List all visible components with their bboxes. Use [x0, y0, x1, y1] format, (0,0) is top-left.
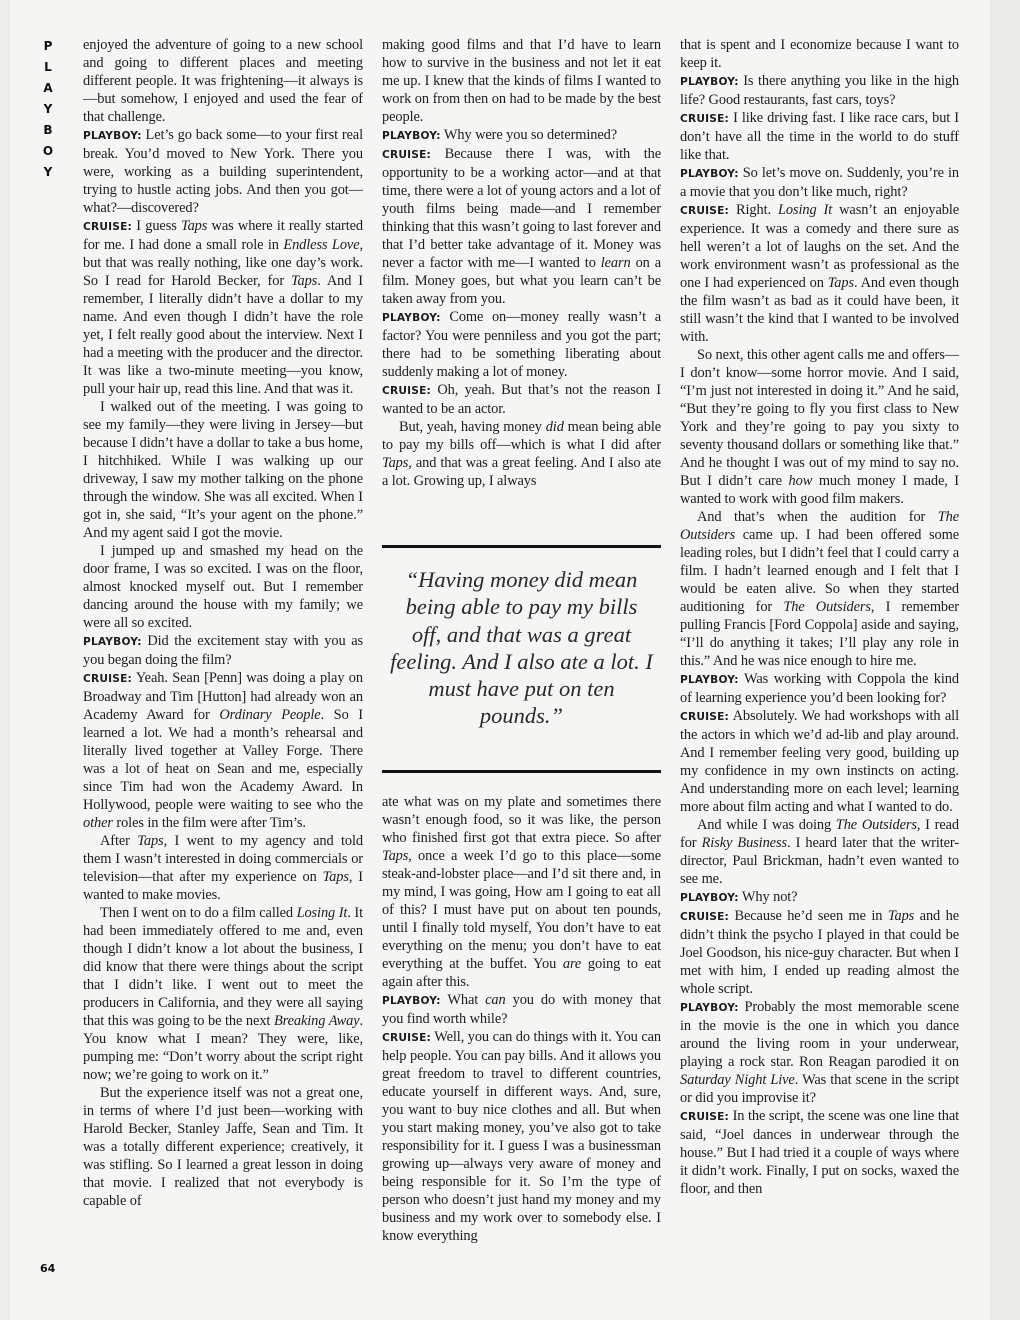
speaker-label: PLAYBOY: — [382, 312, 441, 324]
running-head-letter: Y — [43, 165, 53, 179]
italic-title: learn — [600, 255, 631, 271]
italic-title: Taps — [827, 275, 854, 291]
paragraph — [382, 991, 661, 1028]
italic-title: The Outsiders — [835, 817, 917, 833]
paragraph — [680, 707, 959, 816]
text-run: came up. I had been offered some leading roles, but I didn’t feel that I could carry a film. I hadn’t learned enough and I felt that I would be eaten alive. So when they started auditioning for — [680, 527, 959, 615]
pull-quote-text: “Having money did mean being able to pay my bills off, and that was a great feeling. And I also ate a lot. I must have put on ten pounds.” — [390, 567, 653, 729]
paragraph — [382, 126, 661, 145]
text-run: Well, you can do things with it. You can help people. You can pay bills. And it allows you great freedom to travel to different countries, educate yourself in different ways. And, sure, you want to buy nice clothes and all. But when you start making money, you’ve also got to take responsibility for it. I guess I was a businessman growing up—always very aware of money and being responsible for it. So I’m the type of person who doesn’t just hand my money and my business and my work over to somebody else. I know everything — [382, 1029, 661, 1244]
speaker-label: PLAYBOY: — [382, 995, 441, 1007]
italic-title: how — [788, 473, 813, 489]
page-number: 64 — [40, 1262, 56, 1275]
running-head-letter: O — [42, 144, 54, 158]
text-run: Because there I was, with the opportunity to be a working actor—and at that time, there were a lot of young actors and a lot of youth films being made—and I remember thinking that this wasn’t going to last forever and that I’d better take advantage of it. Money was never a factor with me—I wanted to — [382, 146, 661, 271]
text-run: In the script, the scene was one line that said, “Joel dances in underwear through the house.” But I had tried it a couple of ways where it didn’t work. Finally, I put on socks, waxed the floor, and then — [680, 1108, 959, 1197]
text-run: . Was that scene in the script or did you improvise it? — [680, 1072, 959, 1106]
text-run: , I read for — [680, 817, 959, 851]
page-edge-left — [0, 0, 10, 1320]
italic-title: Endless Love — [283, 237, 360, 253]
text-column-middle-bottom — [382, 793, 661, 1276]
running-head-letter: Y — [43, 102, 53, 116]
italic-title: Saturday Night Live — [680, 1072, 795, 1088]
paragraph — [382, 418, 661, 490]
text-run: enjoyed the adventure of going to a new school and going to different places and meeting different people. It was frightening—it always is—but somehow, I enjoyed and used the fear of that challenge. — [83, 37, 363, 125]
paragraph — [382, 381, 661, 418]
italic-title: Taps — [382, 455, 409, 471]
text-run: I like driving fast. I like race cars, but I don’t have all the time in the world to do stuff like that. — [680, 110, 959, 163]
running-head-letter: A — [43, 81, 53, 95]
italic-title: Taps — [181, 218, 208, 234]
running-head-letter: B — [43, 123, 53, 137]
text-run: So next, this other agent calls me and offers—I don’t know—some horror movie. And I said, “I’m just not interested in doing it.” And he said, “But they’re going to fly you first class to New York and they’re going to pay you sixty to seventy thousand dollars or something like that.” And he thought I was out of my mind to say no. But I didn’t care — [680, 347, 959, 489]
paragraph — [680, 201, 959, 346]
text-run: Did the excitement stay with you as you began doing the film? — [83, 633, 363, 668]
paragraph — [83, 126, 363, 217]
text-run: Let’s go back some—to your first real break. You’d moved to New York. There you were, working as a building superintendent, trying to hustle acting jobs. And then you got—what?—discovered? — [83, 127, 363, 216]
paragraph — [83, 217, 363, 398]
text-run: making good films and that I’d have to learn how to survive in the business and not let it eat me up. I knew that the kinds of films I wanted to work on from then on had to be made by the best people. — [382, 37, 661, 125]
italic-title: Taps — [322, 869, 349, 885]
text-run: What — [447, 992, 486, 1008]
text-run: was where it really started for me. I had done a small role in — [83, 218, 363, 253]
text-run: So let’s move on. Suddenly, you’re in a movie that you don’t like much, right? — [680, 165, 959, 200]
italic-title: Taps — [137, 833, 164, 849]
speaker-label: PLAYBOY: — [83, 130, 142, 142]
paragraph — [382, 145, 661, 308]
text-run: Because he’d seen me in — [734, 908, 888, 924]
italic-title: Losing It — [777, 202, 833, 218]
speaker-label: CRUISE: — [83, 221, 132, 233]
text-run: I jumped up and smashed my head on the door frame, I was so excited. I was on the floor, almost knocked myself out. But I remember dancing around the house with my family; we were all so excited. — [83, 543, 363, 631]
text-run: and he didn’t think the psycho I played in that could be Joel Goodson, his nice-guy character. But when I met with him, I ended up reading almost the whole script. — [680, 908, 959, 997]
text-run: Then I went on to do a film called — [100, 905, 297, 921]
speaker-label: PLAYBOY: — [680, 1002, 739, 1014]
text-run: Absolutely. We had workshops with all the actors in which we’d ad-lib and play around. And I remember feeling very good, building up my confidence in my own instincts on acting. And understanding more on each level; learning more about film acting and what I wanted to do. — [680, 708, 959, 815]
speaker-label: CRUISE: — [382, 149, 431, 161]
text-run: that is spent and I economize because I want to keep it. — [680, 37, 959, 71]
text-run: , I went to my agency and told them I wasn’t interested in doing commercials or television—that after my experience on — [83, 833, 363, 885]
paragraph — [680, 816, 959, 888]
text-run: on a film. Money goes, but what you learn can’t be taken away from you. — [382, 255, 661, 307]
text-run: much money I made, I wanted to work with good film makers. — [680, 473, 959, 507]
speaker-label: PLAYBOY: — [680, 892, 739, 904]
italic-title: Taps — [887, 908, 915, 924]
paragraph — [83, 832, 363, 904]
text-run: Right. — [735, 202, 778, 218]
text-run: , but that was really nothing, like one day’s work. So I read for Harold Becker, for — [83, 237, 363, 289]
paragraph — [83, 1084, 363, 1210]
italic-title: are — [562, 956, 582, 972]
speaker-label: PLAYBOY: — [83, 636, 142, 648]
paragraph — [680, 907, 959, 998]
page-edge-right — [990, 0, 1020, 1320]
text-run: mean being able to pay my bills off—which is what I did after — [382, 419, 661, 453]
text-run: . It had been immediately offered to me and, even though I didn’t know a lot about the business, I did know that there were things about the script that I didn’t like. I went out to meet the producers in California, and they were all saying that this was going to be the next — [83, 905, 363, 1029]
italic-title: Losing It — [296, 905, 348, 921]
speaker-label: CRUISE: — [680, 205, 729, 217]
paragraph — [680, 998, 959, 1107]
text-run: I guess — [136, 218, 181, 234]
italic-title: Taps — [382, 848, 409, 864]
paragraph — [382, 793, 661, 991]
italic-title: The Outsiders — [783, 599, 871, 615]
text-run: , once a week I’d go to this place—some steak-and-lobster place—and I’d sit there and, in my mind, I was going, How am I going to eat all of this? I must have put on about ten pounds, until I finally told myself, You don’t have to eat everything on the menu; you don’t have to eat everything at the buffet. You — [382, 848, 661, 972]
text-column-right — [680, 36, 959, 1276]
speaker-label: PLAYBOY: — [680, 76, 739, 88]
text-run: Come on—money really wasn’t a factor? You were penniless and you got the part; there had to be something liberating about suddenly making a lot of money. — [382, 309, 661, 380]
speaker-label: PLAYBOY: — [680, 168, 739, 180]
speaker-label: CRUISE: — [680, 1111, 729, 1123]
paragraph — [83, 36, 363, 126]
italic-title: did — [545, 419, 564, 435]
text-run: , I remember pulling Francis [Ford Coppola] aside and saying, “I’ll do anything it takes; I’ll play any role in this.” And he was nice enough to hire me. — [680, 599, 959, 669]
paragraph — [83, 669, 363, 832]
speaker-label: CRUISE: — [680, 113, 729, 125]
pull-quote — [382, 545, 661, 773]
text-run: Is there anything you like in the high life? Good restaurants, fast cars, toys? — [680, 73, 959, 108]
paragraph — [382, 308, 661, 381]
paragraph — [83, 398, 363, 542]
text-run: going to eat again after this. — [382, 956, 661, 990]
speaker-label: CRUISE: — [382, 385, 431, 397]
paragraph — [680, 1107, 959, 1198]
text-run: Probably the most memorable scene in the movie is the one in which you dance around the living room in your underwear, playing a rock star. Ron Reagan parodied it on — [680, 999, 959, 1070]
italic-title: Breaking Away — [273, 1013, 360, 1029]
speaker-label: PLAYBOY: — [680, 674, 739, 686]
text-run: Was working with Coppola the kind of learning experience you’d been looking for? — [680, 671, 959, 706]
text-run: I walked out of the meeting. I was going to see my family—they were living in Jersey—but because I didn’t have a dollar to take a bus home, I hitchhiked. While I was walking up our driveway, I saw my mother talking on the phone through the window. She was all excited. When I got in, she said, “It’s your agent on the phone.” And my agent said I got the movie. — [83, 399, 363, 541]
running-head-letter: P — [43, 39, 53, 53]
speaker-label: CRUISE: — [680, 911, 729, 923]
paragraph — [680, 164, 959, 201]
italic-title: Risky Business — [701, 835, 787, 851]
running-head-letter: L — [44, 60, 52, 74]
text-run: roles in the film were after Tim’s. — [112, 815, 306, 831]
paragraph — [680, 72, 959, 109]
text-run: After — [100, 833, 138, 849]
text-run: Why were you so determined? — [443, 127, 618, 143]
paragraph — [680, 346, 959, 508]
paragraph — [83, 632, 363, 669]
text-run: . You know what I mean? They were, like, pumping me: “Don’t worry about the script right now; we’re going to work on it.” — [83, 1013, 363, 1083]
text-run: you do with money that you find worth while? — [382, 992, 661, 1027]
text-run: , and that was a great feeling. And I also ate a lot. Growing up, I always — [382, 455, 661, 489]
paragraph — [382, 1028, 661, 1245]
italic-title: Ordinary People — [219, 707, 321, 723]
paragraph — [680, 109, 959, 164]
speaker-label: PLAYBOY: — [382, 130, 441, 142]
italic-title: can — [485, 992, 506, 1008]
paragraph — [680, 508, 959, 670]
text-column-left — [83, 36, 363, 1276]
text-run: And that’s when the audition for — [697, 509, 938, 525]
speaker-label: CRUISE: — [382, 1032, 431, 1044]
text-run: And while I was doing — [697, 817, 836, 833]
paragraph — [680, 888, 959, 907]
text-run: But the experience itself was not a great one, in terms of where I’d just been—working with Harold Becker, Stanley Jaffe, Sean and Tim. It was a totally different experience; creatively, it was stifling. So I learned a great lesson in doing that movie. I realized that not everybody is capable of — [83, 1085, 363, 1209]
italic-title: The Outsiders — [680, 509, 959, 543]
italic-title: Taps — [290, 273, 318, 289]
speaker-label: CRUISE: — [83, 673, 132, 685]
text-run: . So I learned a lot. We had a month’s rehearsal and literally lived together at Valley Forge. There was a lot of heat on Sean and me, especially since Tim had won the Academy Award. In Hollywood, people were waiting to see who the — [83, 707, 363, 813]
text-run: . I heard later that the writer-director, Paul Brickman, hadn’t even wanted to see me. — [680, 835, 959, 887]
speaker-label: CRUISE: — [680, 711, 729, 723]
text-run: But, yeah, having money — [399, 419, 546, 435]
text-run: Yeah. Sean [Penn] was doing a play on Broadway and Tim [Hutton] had already won an Academy Award for — [83, 670, 363, 723]
paragraph — [680, 670, 959, 707]
text-run: wasn’t an enjoyable experience. It was a comedy and there sure as hell weren’t a lot of laughs on the set. And the work environment wasn’t as professional as the one I had experienced on — [680, 202, 959, 291]
text-run: . And I remember, I literally didn’t have a dollar to my name. And even though I didn’t have the role yet, I felt really good about the interview. Next I had a meeting with the producer and the director. It was like a two-minute meeting—you know, pull your hair up, read this line. And that was it. — [83, 273, 363, 397]
italic-title: other — [83, 815, 113, 831]
paragraph — [83, 542, 363, 632]
paragraph — [680, 36, 959, 72]
running-head — [38, 36, 58, 183]
text-run: Why not? — [741, 889, 798, 905]
text-run: ate what was on my plate and sometimes there wasn’t enough food, so it was like, the person who finished first got that extra piece. So after — [382, 794, 661, 846]
paragraph — [382, 36, 661, 126]
text-run: . And even though the film wasn’t as bad as it could have been, it still wasn’t the kind that I wanted to be involved with. — [680, 275, 959, 345]
paragraph — [83, 904, 363, 1084]
text-run: , I wanted to make movies. — [83, 869, 363, 903]
text-run: Oh, yeah. But that’s not the reason I wanted to be an actor. — [382, 382, 661, 417]
